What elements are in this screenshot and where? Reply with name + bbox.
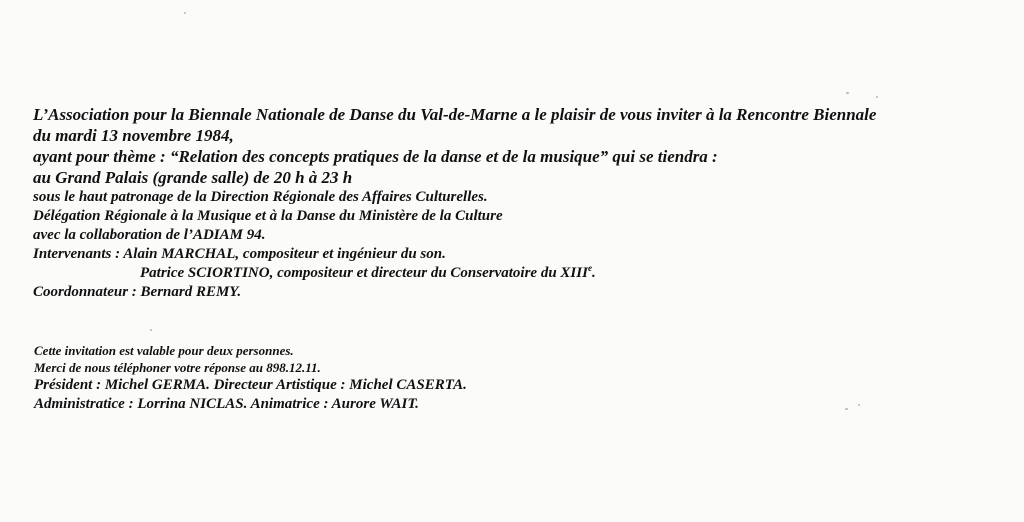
invitation-line-association: L’Association pour la Biennale Nationale de Danse du Val-de-Marne a le plaisir de vous inviter à la Rencontre Biennale	[33, 105, 877, 124]
footer-line-validity: Cette invitation est valable pour deux personnes.	[34, 343, 294, 358]
invitation-line-date: du mardi 13 novembre 1984,	[33, 126, 234, 145]
invitation-line-speaker-2	[33, 264, 1018, 283]
paper-speck	[184, 12, 186, 14]
paper-speck	[876, 96, 878, 98]
paper-speck	[845, 408, 848, 410]
invitation-line-collaboration: avec la collaboration de l’ADIAM 94.	[33, 227, 266, 243]
invitation-footer	[34, 342, 934, 414]
invitation-line-venue: au Grand Palais (grande salle) de 20 h à 23 h	[33, 168, 353, 187]
footer-line-administration: Administratice : Lorrina NICLAS. Animatrice : Aurore WAIT.	[34, 396, 419, 412]
paper-speck	[858, 404, 860, 406]
superscript-e: e	[587, 263, 592, 273]
invitation-body	[33, 104, 1018, 302]
paper-speck	[846, 92, 849, 94]
paper-speck	[150, 329, 152, 331]
footer-line-rsvp: Merci de nous téléphoner votre réponse au 898.12.11.	[34, 360, 321, 375]
invitation-line-coordinator: Coordonnateur : Bernard REMY.	[33, 284, 242, 300]
footer-line-president: Président : Michel GERMA. Directeur Artistique : Michel CASERTA.	[34, 377, 467, 393]
invitation-line-speakers: Intervenants : Alain MARCHAL, compositeur et ingénieur du son.	[33, 246, 446, 262]
invitation-line-theme: ayant pour thème : “Relation des concepts pratiques de la danse et de la musique” qui se tiendra :	[33, 147, 718, 166]
invitation-line-patronage: sous le haut patronage de la Direction Régionale des Affaires Culturelles.	[33, 189, 488, 205]
invitation-line-delegation: Délégation Régionale à la Musique et à la Danse du Ministère de la Culture	[33, 208, 503, 224]
speaker-2-text: Patrice SCIORTINO, compositeur et directeur du Conservatoire du XIII	[140, 265, 588, 281]
speaker-2-period: .	[591, 265, 596, 281]
